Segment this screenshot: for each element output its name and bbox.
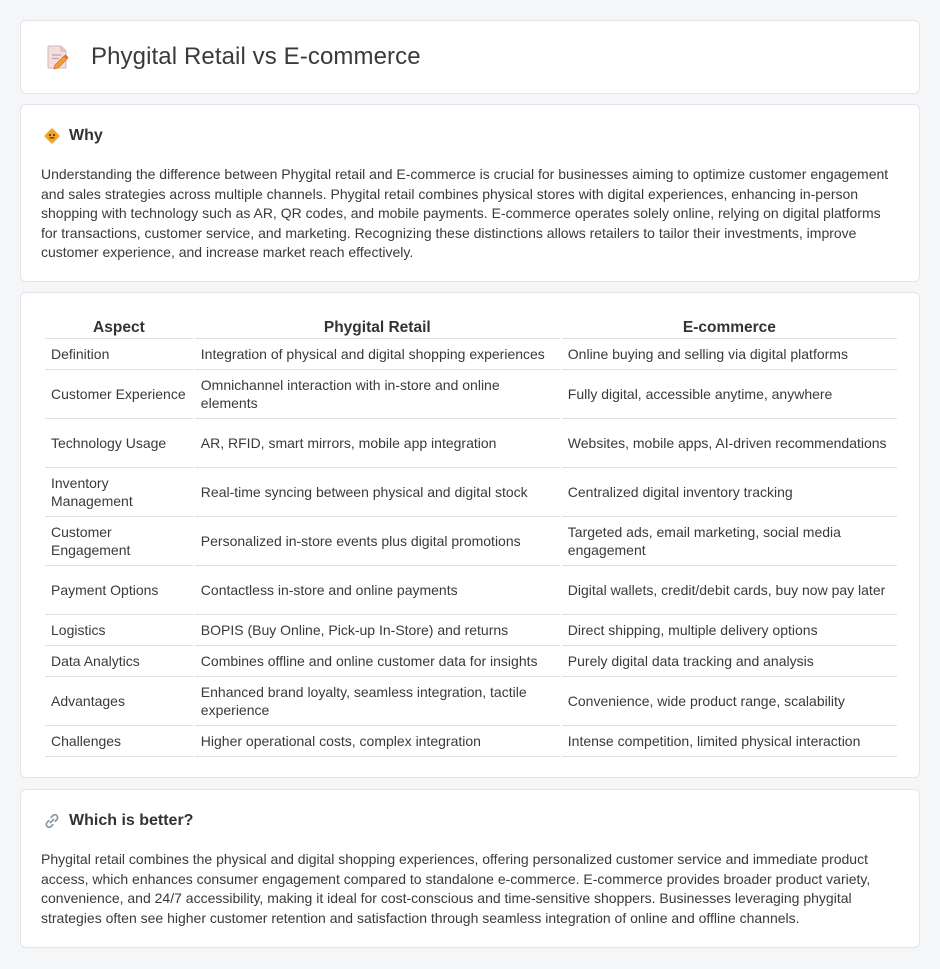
- cell-ecommerce: Fully digital, accessible anytime, anywhere: [562, 370, 897, 419]
- table-row: [45, 468, 897, 517]
- cell-phygital: Personalized in-store events plus digital promotions: [195, 517, 560, 566]
- header-card: [20, 20, 920, 94]
- link-icon: [43, 812, 61, 830]
- cell-aspect: Advantages: [45, 677, 193, 726]
- cell-aspect: Logistics: [45, 615, 193, 646]
- why-header: [43, 127, 103, 145]
- cell-aspect: Definition: [45, 339, 193, 370]
- cell-phygital: Contactless in-store and online payments: [195, 566, 560, 615]
- table-row: [45, 646, 897, 677]
- title-row: [45, 43, 421, 71]
- page-title: Phygital Retail vs E-commerce: [91, 43, 421, 70]
- cell-aspect: Payment Options: [45, 566, 193, 615]
- table-row: [45, 615, 897, 646]
- why-title: Why: [69, 127, 103, 144]
- cell-ecommerce: Websites, mobile apps, AI-driven recommendations: [562, 419, 897, 468]
- cell-ecommerce: Centralized digital inventory tracking: [562, 468, 897, 517]
- table-row: [45, 339, 897, 370]
- header-ecommerce: E-commerce: [562, 317, 897, 339]
- header-phygital: Phygital Retail: [195, 317, 560, 339]
- table-row: [45, 517, 897, 566]
- cell-phygital: AR, RFID, smart mirrors, mobile app integration: [195, 419, 560, 468]
- why-paragraph: Understanding the difference between Phygital retail and E-commerce is crucial for businesses aiming to optimize customer engagement and sales strategies across multiple channels. Phygital retail combines physical stores with digital experiences, enhancing in-person shopping with technology such as AR, QR codes, and mobile payments. E-commerce operates solely online, relying on digital platforms for transactions, customer service, and marketing. Recognizing these distinctions allows retailers to tailor their investments, improve customer experience, and increase market reach effectively.: [41, 166, 889, 261]
- table-row: [45, 566, 897, 615]
- better-title: Which is better?: [69, 812, 194, 829]
- why-section: [20, 104, 920, 282]
- comparison-table: [43, 317, 899, 757]
- cell-ecommerce: Purely digital data tracking and analysis: [562, 646, 897, 677]
- cell-aspect: Technology Usage: [45, 419, 193, 468]
- table-row: [45, 370, 897, 419]
- header-aspect: Aspect: [45, 317, 193, 339]
- cell-phygital: Combines offline and online customer data for insights: [195, 646, 560, 677]
- cell-ecommerce: Targeted ads, email marketing, social media engagement: [562, 517, 897, 566]
- cell-ecommerce: Intense competition, limited physical interaction: [562, 726, 897, 757]
- cell-aspect: Challenges: [45, 726, 193, 757]
- cell-phygital: Omnichannel interaction with in-store and online elements: [195, 370, 560, 419]
- table-row: [45, 419, 897, 468]
- table-header-row: [45, 317, 897, 339]
- cell-ecommerce: Direct shipping, multiple delivery options: [562, 615, 897, 646]
- cell-aspect: Data Analytics: [45, 646, 193, 677]
- better-header: [43, 812, 193, 830]
- cell-phygital: Integration of physical and digital shopping experiences: [195, 339, 560, 370]
- better-paragraph: Phygital retail combines the physical and digital shopping experiences, offering personalized customer service and immediate product access, which enhances consumer engagement compared to standalone e-commerce. E-commerce provides broader product variety, convenience, and 24/7 accessibility, making it ideal for cost-conscious and time-sensitive shoppers. Businesses leveraging phygital strategies often see higher customer retention and satisfaction through seamless integration of online and offline channels.: [41, 851, 871, 926]
- cell-ecommerce: Digital wallets, credit/debit cards, buy now pay later: [562, 566, 897, 615]
- cell-phygital: Higher operational costs, complex integration: [195, 726, 560, 757]
- cell-ecommerce: Online buying and selling via digital platforms: [562, 339, 897, 370]
- diamond-warning-icon: [43, 127, 61, 145]
- cell-phygital: BOPIS (Buy Online, Pick-up In-Store) and returns: [195, 615, 560, 646]
- table-row: [45, 677, 897, 726]
- comparison-table-card: [20, 292, 920, 778]
- cell-phygital: Real-time syncing between physical and digital stock: [195, 468, 560, 517]
- cell-ecommerce: Convenience, wide product range, scalability: [562, 677, 897, 726]
- cell-aspect: Inventory Management: [45, 468, 193, 517]
- cell-phygital: Enhanced brand loyalty, seamless integration, tactile experience: [195, 677, 560, 726]
- cell-aspect: Customer Experience: [45, 370, 193, 419]
- cell-aspect: Customer Engagement: [45, 517, 193, 566]
- table-row: [45, 726, 897, 757]
- document-pencil-icon: [45, 43, 71, 71]
- which-is-better-section: [20, 789, 920, 948]
